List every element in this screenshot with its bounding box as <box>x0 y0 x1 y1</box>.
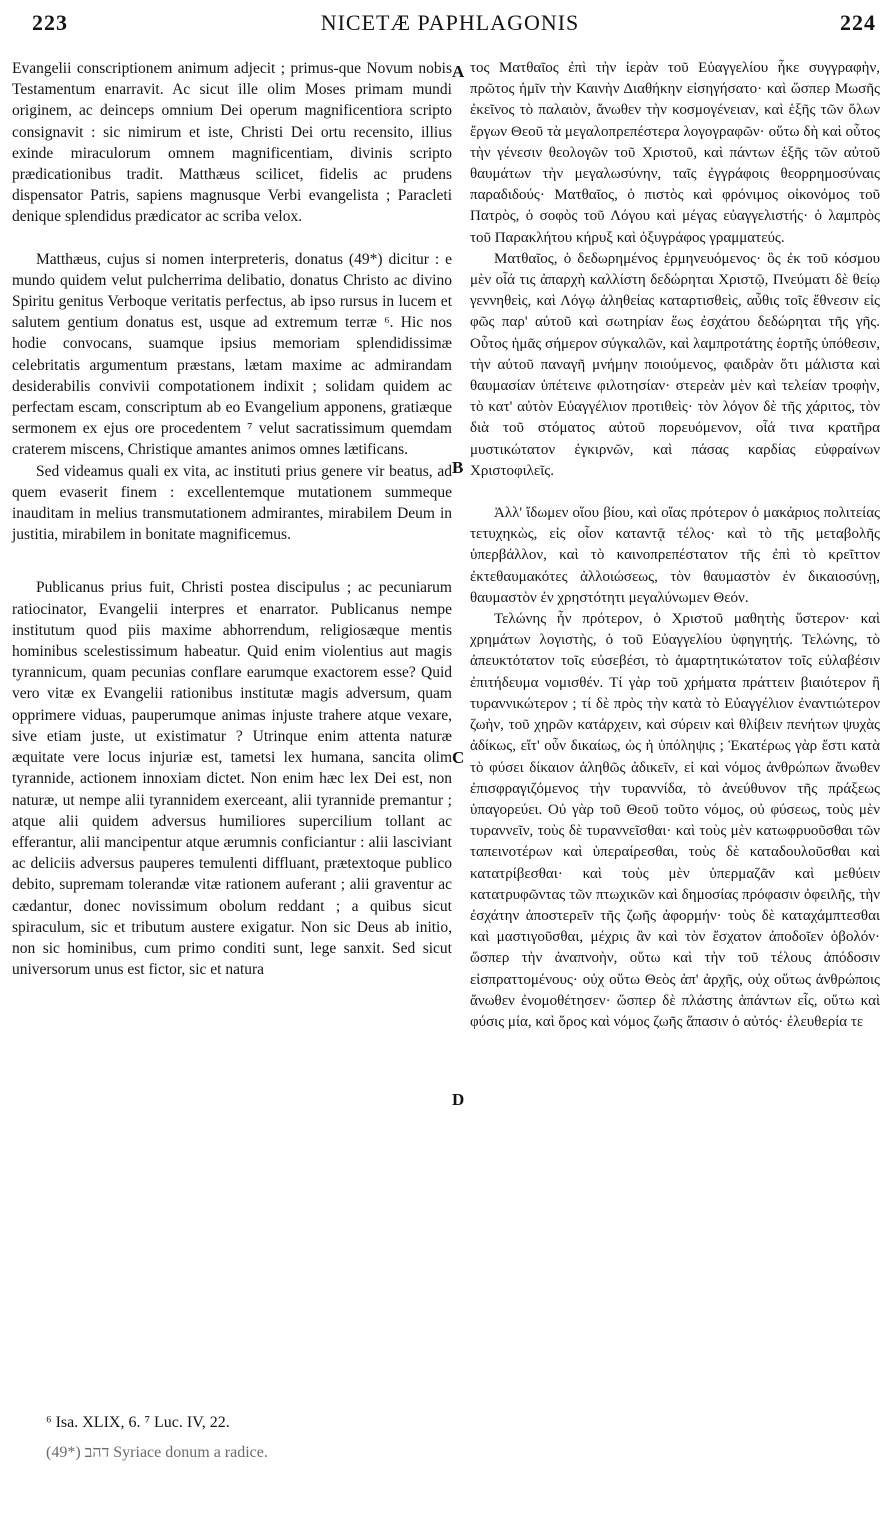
running-title: NICETÆ PAPHLAGONIS <box>320 10 580 35</box>
greek-paragraph: Ἀλλ' ἴδωμεν οἵου βίου, καὶ οἵας πρότερον ὁ μακάριος πολιτείας τετυχηκὼς, εἰς οἷον καταντᾷ τέλος· καὶ τὸ τῆς μεταβολῆς ὑπερβάλλον, καὶ τὸ καινοπρεπέστατον τῆς ἐπὶ τὸ κρεῖττον ἐκτεθαυμακότες ἀλλοιώσεως, τὸν θαυμαστὸν ἐν δικαιοσύνῃ, θαυμαστὸν ἐν χρηστότητι μεγαλύνωμεν Θεόν. <box>470 505 880 606</box>
margin-marker-d: D <box>452 1090 465 1109</box>
margin-marker-b: B <box>452 458 464 477</box>
latin-column <box>12 58 452 980</box>
greek-paragraph: τος Ματθαῖος ἐπὶ τὴν ἱερὰν τοῦ Εὐαγγελίου ἧκε συγγραφὴν, πρῶτος ἡμῖν τὴν Καινὴν Διαθήκην εἰσηγήσατο· καὶ ὥσπερ Μωσῆς ἐκεῖνος τὸ παλαιὸν, ἄνωθεν τὴν κοσμογένειαν, καὶ ἑξῆς τῶν ὅλων ἔργων Θεοῦ τὰ μεγαλοπρεπέστερα λογογραφῶν· οὕτω δὴ καὶ οὗτος τὴν γένεσιν θεολογῶν τοῦ Χριστοῦ, καὶ πάντων ἑξῆς τῶν αὐτοῦ θαυμάτων τὴν μεγαλωσύνην, ταῖς ἐγγράφοις θεορρημοσύναις παραδιδούς· Ματθαῖος, ὁ πιστὸς καὶ φρόνιμος οἰκονόμος τοῦ Πατρὸς, ὁ σοφὸς τοῦ Λόγου καὶ μέγας εὐαγγελιστής· ὁ λαμπρὸς τοῦ Παρακλήτου κήρυξ καὶ ὀξυγράφος γραμματεύς. <box>470 60 880 246</box>
latin-paragraph: Publicanus prius fuit, Christi postea discipulus ; ac pecuniarum ratiocinator, Evangelii interpres et enarrator. Publicanus nempe institutum quod piis maxime abhorrendum, religiosæque mentis hominibus scelestissimum habeatur. Quid enim violentius aut magis tyrannicum, quam pecunias conflare earumque exactorem esse? Quid vero vitæ ex Evangelii rationibus institutæ magis adversum, quam opprimere viduas, pauperumque animas injuste trahere atque vexare, sive etiam juste, ut existimatur ? Utrinque enim attenta naturæ æquitate vere locus injuriæ est, tametsi lex humana, sancita olim tyrannide, actionem innoxiam dictet. Non enim hæc lex Dei est, non naturæ, ut nempe alii tyrannidem exerceant, alii tyrannide premantur ; atque alii quidem adversus humiliores supercilium tollant ac efferantur, alii mancipentur atque ærumnis conficiantur : alii lasciviant ac deliciis adversus pauperes temulenti diffluant, prætextoque publico debito, supremam tolerandæ vitæ rationem auferant ; alii graventur ac cædantur, donec novissimum obolum reddant ; a quibus sicut spiraculum, sic et tributum austere exigatur. Non sic Deus ab initio, non sic hominibus, cum primo conditi sunt, lege sanxit. Sed sicut universorum unus est fictor, sic et natura <box>12 579 452 979</box>
footnote-editorial: (49*) דהב Syriace donum a radice. <box>46 1444 268 1461</box>
margin-marker-a: A <box>452 62 465 81</box>
page-header <box>24 6 876 42</box>
greek-paragraph: Ματθαῖος, ὁ δεδωρημένος ἑρμηνευόμενος· ὃς ἐκ τοῦ κόσμου μὲν οἷά τις ἀπαρχὴ καλλίστη δεδώρηται Χριστῷ, Πνεύματι δὲ θείῳ γεννηθεὶς, καὶ Λόγῳ ἀληθείας καταρτισθεὶς, αὖθις τοῖς ἔθνεσιν εἰς φῶς παρ' αὐτοῦ καὶ σωτηρίαν ἕως ἐσχάτου δεδώρηται τῆς γῆς. Οὗτος ἡμᾶς σήμερον σύγκαλῶν, καὶ λαμπροτάτης ἑορτῆς ὑπόθεσιν, τὴν αὐτοῦ παναγῆ μνήμην ποιούμενος, φαιδρὰν ὅτι μάλιστα καὶ θαυμασίαν ὑπέτεινε φιλοτησίαν· στερεὰν μὲν καὶ τελείαν τροφὴν, τὸ κατ' αὐτὸν Εὐαγγέλιον προτιθεὶς· τὸν λόγον δὲ τῆς χάριτος, τὸν διὰ τοῦ στόματος αὐτοῦ πορευόμενον, οἷά τινα κρατῆρα μυστικώτατον ἐγκιρνῶν, καὶ πάσας καρδίας εὐφραίνων Χριστοφιλεῖς. <box>470 250 880 479</box>
greek-column <box>470 58 880 1033</box>
footnote-references: ⁶ Isa. XLIX, 6. ⁷ Luc. IV, 22. <box>46 1414 230 1431</box>
latin-paragraph: Sed videamus quali ex vita, ac instituti prius genere vir beatus, ad quem evaserit finem : excellentemque mutationem summeque inauditam in melius transmutationem admirantes, mirabilem Deum in justitia, mirabilem in bonitate magnificemus. <box>12 462 452 544</box>
greek-paragraph: Τελώνης ἦν πρότερον, ὁ Χριστοῦ μαθητὴς ὕστερον· καὶ χρημάτων λογιστὴς, ὁ τοῦ Εὐαγγελίου ὑφηγητής. Τελώνης, τὸ ἀπευκτότατον τοῖς εὐσεβέσι, τὸ ἁμαρτητικώτατον τοῖς εὐλαβέσιν ἐπιτήδευμα νομισθέν. Τί γὰρ τοῦ χρήματα πράττειν βιαιότερον ἢ τυραννικώτερον ; τί δὲ πρὸς τὴν κατὰ τὸ Εὐαγγέλιον ἐναντιώτερον ζωὴν, τοῦ χηρῶν κατάρχειν, καὶ σύρειν καὶ θλίβειν πενήτων ψυχὰς ἀδίκως, εἴτ' οὖν δικαίως, ὡς ἡ ὑπόληψις ; Ἑκατέρως γὰρ ἔστι κατὰ τὸ φύσει δίκαιον ἀληθῶς ἀδικεῖν, εἰ καὶ νόμος ἀνθρώπων ἄνωθεν ἐπισφραγιζόμενος τὴν τυραννίδα, τὸ ἀνεύθυνον τῆς πράξεως ὑπαγορεύει. Οὐ γὰρ τοῦ Θεοῦ τοῦτο νόμος, οὐ φύσεως, τοὺς μὲν τυραννεῖν, τοὺς δὲ τυραννεῖσθαι· καὶ τοὺς μὲν κατωφρυοῦσθαι τῶν ταπεινοτέρων καὶ ὑπεραίρεσθαι, τοὺς δὲ καταδουλοῦσθαι καὶ κατατρίβεσθαι· καὶ τοὺς μὲν ὑπερμαζᾶν καὶ μεθύειν κατατρυφῶντας τῶν πτωχικῶν καὶ δημοσίας πρόφασιν ὀφειλῆς, τὴν ἐσχάτην ἀποστερεῖν τῆς ζωῆς ἀφορμήν· τοὺς δὲ καταχάμπτεσθαι καὶ μαστιγοῦσθαι, μέχρις ἂν καὶ τὸν ἔσχατον ἀποδοῖεν ὀβολόν· ὥσπερ τὴν ἀναπνοὴν, οὕτω καὶ τὴν τοῦ τέλους ἀπόδοσιν εἰσπραττομένους· οὐχ οὕτω Θεὸς ἀπ' ἀρχῆς, οὐχ οὕτως ἀνθρώποις ἄνωθεν ἐνομοθέτησεν· ὥσπερ δὲ πλάστης ἁπάντων εἷς, οὕτω καὶ φύσις μία, καὶ ὅρος καὶ νόμος ζωῆς ἅπασιν ὁ αὐτός· ἐλευθερία τε <box>470 611 880 1030</box>
footnotes <box>46 1408 446 1468</box>
latin-paragraph: Evangelii conscriptionem animum adjecit ; primus-que Novum nobis Testamentum enarravit. Ac sicut ille olim Moses primam mundi originem, ac deinceps omnium Dei operum magnificentiora scripto consignavit : sic nimirum et iste, Christi Dei ortu recensito, illius exinde miraculorum omnem magnificentiam, divinis scripto prædicationibus tradit. Matthæus scilicet, fidelis ac prudens dispensator Patris, sapiens magnusque Verbi evangelista ; Paracleti denique splendidus prædicator ac scriba velox. <box>12 60 452 226</box>
margin-marker-c: C <box>452 748 465 767</box>
page-number-right: 224 <box>840 10 876 35</box>
page-number-left: 223 <box>32 10 68 35</box>
latin-paragraph: Matthæus, cujus si nomen interpreteris, donatus (49*) dicitur : e mundo quidem velut pulcherrima delibatio, donatus Christo ac divino Spiritu genitus Verboque veritatis perfectus, ab ipso rursus in lucem et salutem gentium donatus est, usque ad extremum terræ ⁶. Hic nos hodie convocans, suamque ipsius memoriam splendidissimæ celebritatis argumentum præstans, lætam maxime ac admirandam desiderabilis convivii compotationem indixit ; solidam quidem ac perfectam escam, conscriptum ab eo Evangelium apponens, gratiæque sermonem ex ejus ore procedentem ⁷ velut sacratissimum quemdam craterem miscens, Christique amantes animos omnes lætificans. <box>12 250 452 459</box>
